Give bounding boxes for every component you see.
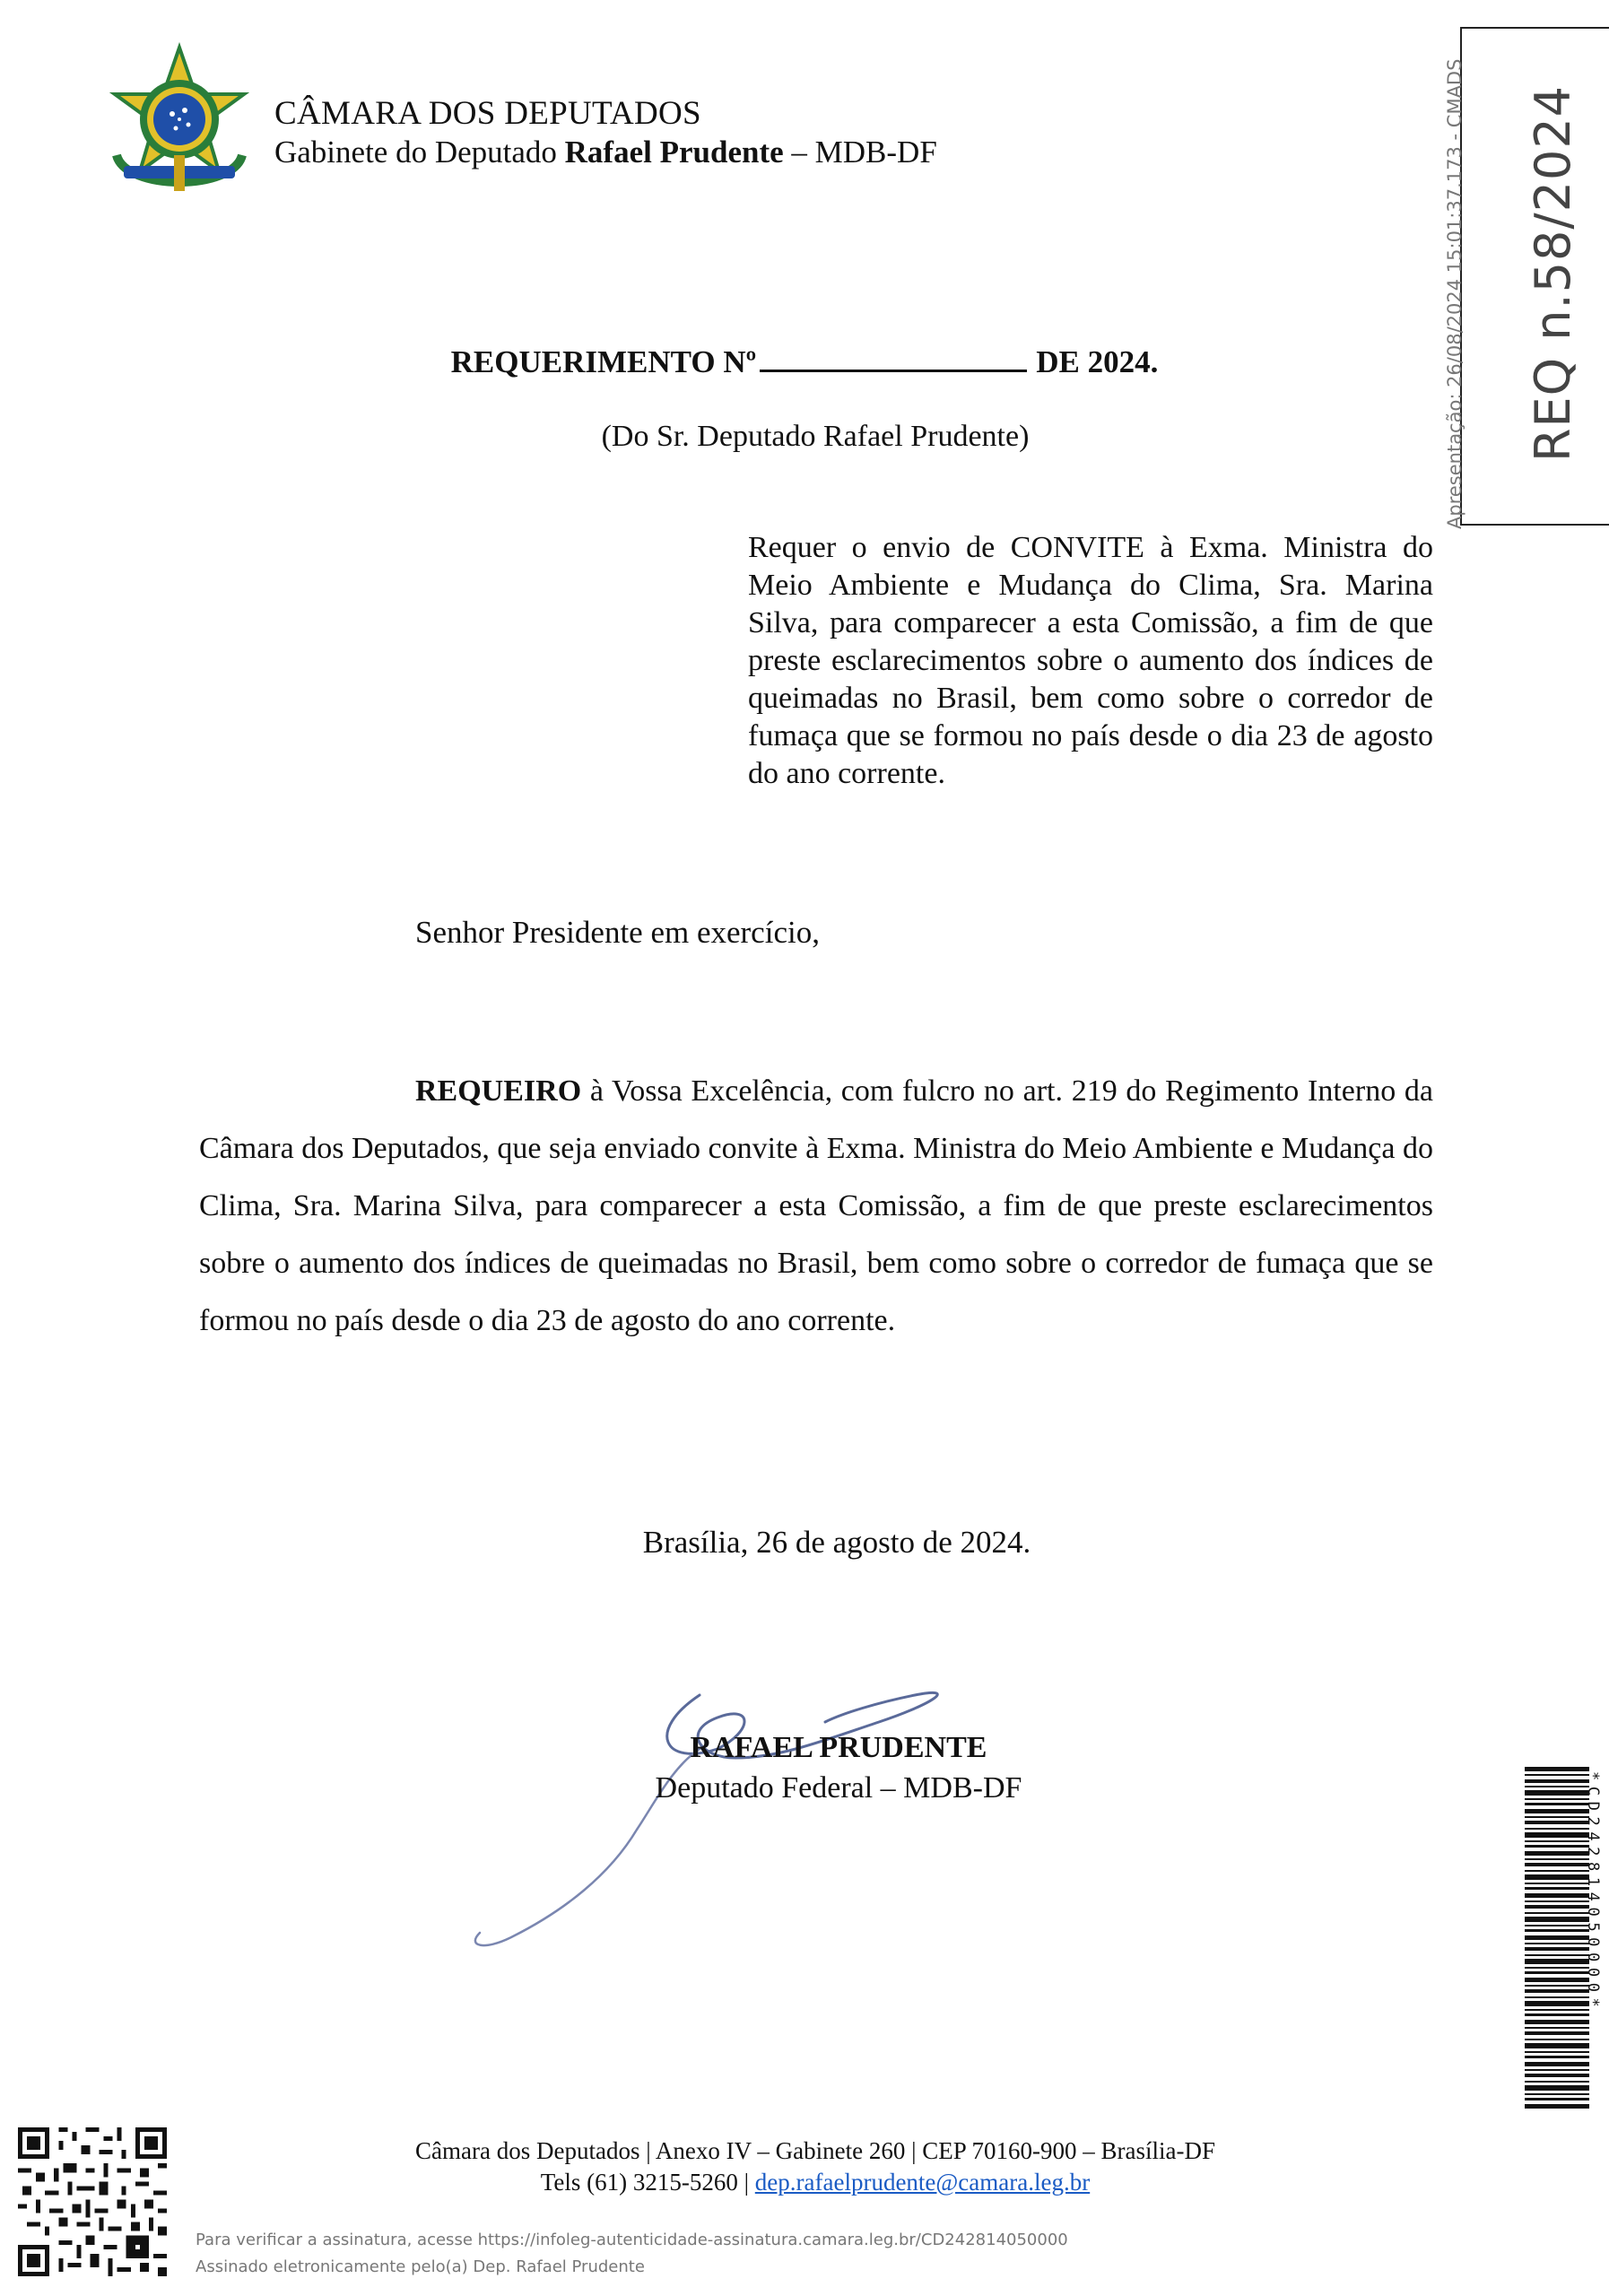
email-link[interactable]: dep.rafaelprudente@camara.leg.br	[754, 2169, 1091, 2196]
presentation-stamp: Apresentação: 26/08/2024 15:01:37.173 - CMADS	[1444, 58, 1465, 529]
barcode-icon	[1525, 1767, 1589, 2109]
body-paragraph	[199, 1063, 1433, 1350]
document-title	[0, 341, 1609, 380]
number-blank-line	[760, 341, 1027, 372]
footer-address: Câmara dos Deputados | Anexo IV – Gabinete 260 | CEP 70160-900 – Brasília-DF	[415, 2137, 1215, 2164]
request-number-stamp: REQ n.58/2024	[1525, 84, 1581, 462]
signer-name: RAFAEL PRUDENTE	[690, 1731, 987, 1764]
body-text: à Vossa Excelência, com fulcro no art. 219 do Regimento Interno da Câmara dos Deputados, que seja enviado convite à Exma. Ministra do Meio Ambiente e Mudança do Clima, Sra. Marina Silva, para comparecer a esta Comissão, a fim de que preste esclarecimentos sobre o aumento dos índices de queimadas no Brasil, bem como sobre o corredor de fumaça que se formou no país desde o dia 23 de agosto do ano corrente.	[199, 1074, 1433, 1337]
signature-verification-note: Para verificar a assinatura, acesse https://infoleg-autenticidade-assinatura.camara.leg.br/CD242814050000	[196, 2231, 1068, 2249]
body-lead: REQUEIRO	[415, 1074, 582, 1108]
institution-name: CÂMARA DOS DEPUTADOS	[274, 95, 701, 132]
place-and-date: Brasília, 26 de agosto de 2024.	[642, 1525, 1031, 1560]
title-suffix: DE 2024.	[1036, 344, 1159, 379]
brazil-coat-of-arms-icon	[99, 34, 260, 204]
footer-phone: Tels (61) 3215-5260 |	[540, 2169, 755, 2196]
title-prefix: REQUERIMENTO Nº	[450, 344, 757, 379]
signer-role: Deputado Federal – MDB-DF	[655, 1771, 1022, 1805]
footer-contact	[11, 2169, 1609, 2196]
office-line	[274, 135, 937, 170]
document-author: (Do Sr. Deputado Rafael Prudente)	[601, 420, 1030, 453]
ementa-paragraph: Requer o envio de CONVITE à Exma. Ministra do Meio Ambiente e Mudança do Clima, Sra. Marina Silva, para comparecer a esta Comissão, a fim de que preste esclarecimentos sobre o aumento dos índices de queimadas no Brasil, bem como sobre o corredor de fumaça que se formou no país desde o dia 23 de agosto do ano corrente.	[748, 531, 1433, 790]
salutation: Senhor Presidente em exercício,	[415, 915, 820, 950]
electronic-signature-note: Assinado eletronicamente pelo(a) Dep. Rafael Prudente	[196, 2257, 645, 2276]
barcode-code: *CD242814050000*	[1584, 1771, 1602, 2013]
office-prefix: Gabinete do Deputado	[274, 135, 565, 170]
office-suffix: – MDB-DF	[783, 135, 937, 170]
deputy-name: Rafael Prudente	[564, 135, 784, 170]
